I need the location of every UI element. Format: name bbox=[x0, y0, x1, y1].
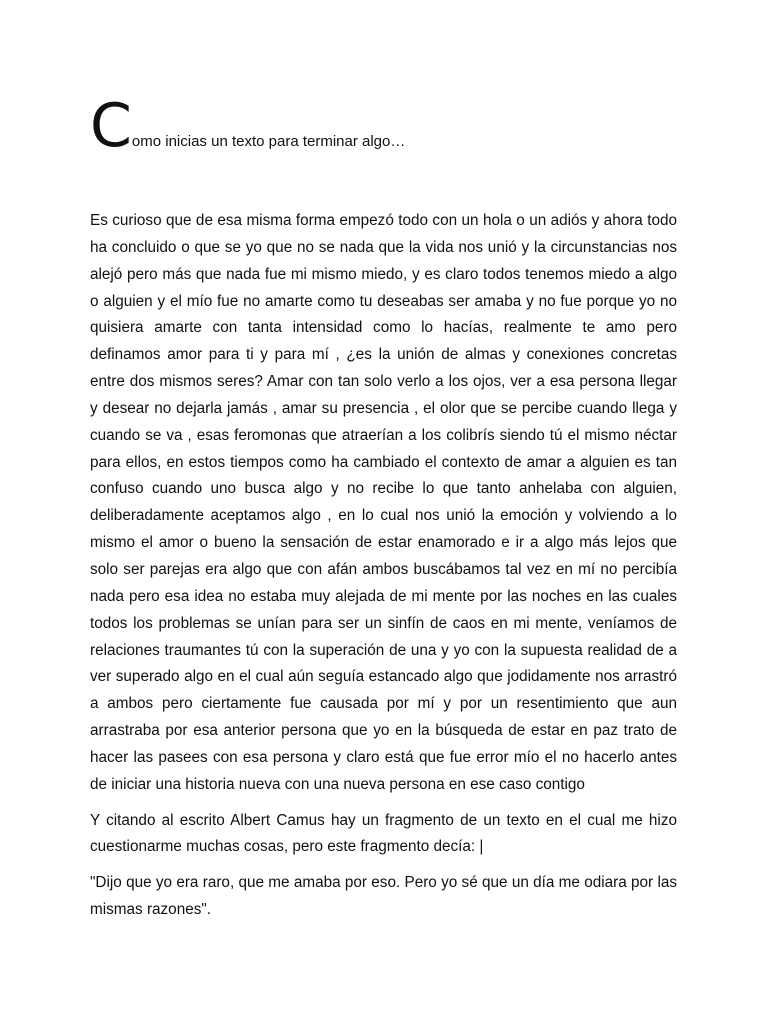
paragraph-quote: "Dijo que yo era raro, que me amaba por eso. Pero yo sé que un día me odiara por las mismas razones". bbox=[90, 874, 677, 919]
paragraph-main: Es curioso que de esa misma forma empezó todo con un hola o un adiós y ahora todo ha concluido o que se yo que no se nada que la vida nos unió y la circunstancias nos alejó pero más que nada fue mi mismo miedo, y es claro todos tenemos miedo a algo o alguien y el mío fue no amarte como tu deseabas ser amaba y no fue porque yo no quisiera amarte con tanta intensidad como lo hacías, realmente te amo pero definamos amor para ti y para mí , ¿es la unión de almas y conexiones concretas entre dos mismos seres? Amar con tan solo verlo a los ojos, ver a esa persona llegar y desear no dejarla jamás , amar su presencia , el olor que se percibe cuando llega y cuando se va , esas feromonas que atraerían a los colibrís siendo tú el mismo néctar para ellos, en estos tiempos como ha cambiado el contexto de amar a alguien es tan confuso cuando uno busca algo y no recibe lo que tanto anhelaba con alguien, deliberadamente aceptamos algo , en lo cual nos unió la emoción y volviendo a lo mismo el amor o bueno la sensación de estar enamorado e ir a algo más lejos que solo ser parejas era algo que con afán ambos buscábamos tal vez en mí no percibía nada pero esa idea no estaba muy alejada de mi mente por las noches en las cuales todos los problemas se unían para ser un sinfín de caos en mi mente, veníamos de relaciones traumantes tú con la superación de una y yo con la supuesta realidad de a ver superado algo en el cual aún seguía estancado algo que jodidamente nos arrastró a ambos pero ciertamente fue causada por mí y por un resentimiento que aun arrastraba por esa anterior persona que yo en la búsqueda de estar en paz trato de hacer las pasees con esa persona y claro está que fue error mío el no hacerlo antes de iniciar una historia nueva con una nueva persona en ese caso contigo bbox=[90, 212, 677, 793]
paragraph-camus-intro: Y citando al escrito Albert Camus hay un fragmento de un texto en el cual me hizo cuestionarme muchas cosas, pero este fragmento decía: | bbox=[90, 811, 677, 856]
title-text: omo inicias un texto para terminar algo… bbox=[131, 133, 406, 150]
title-drop-cap: C bbox=[90, 91, 132, 161]
document-body bbox=[90, 208, 677, 933]
document-title bbox=[90, 91, 690, 166]
